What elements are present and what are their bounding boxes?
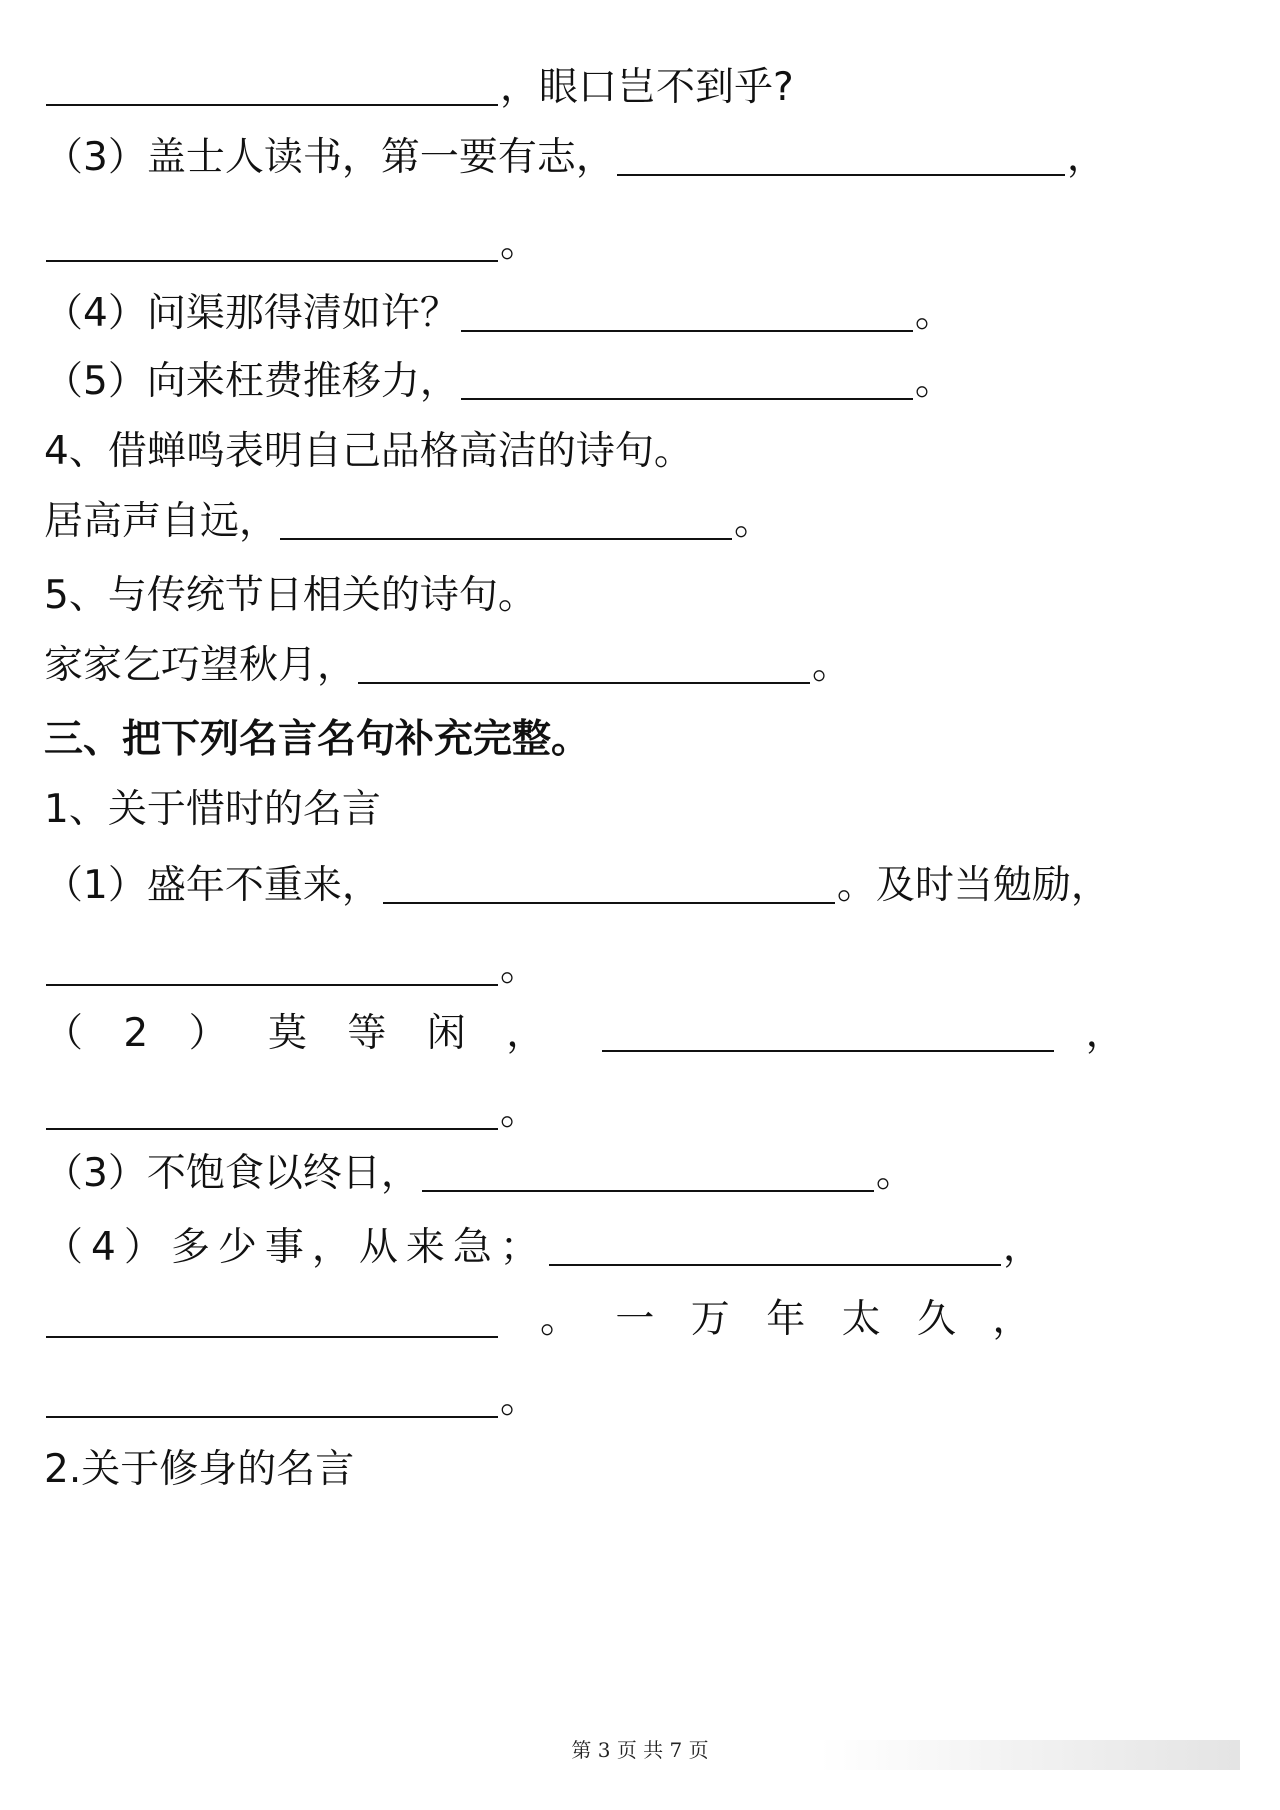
- answer-blank[interactable]: [602, 1050, 1054, 1052]
- section-5-heading: 5、与传统节日相关的诗句。: [44, 573, 537, 618]
- answer-blank[interactable]: [461, 398, 913, 400]
- answer-blank[interactable]: [46, 104, 498, 106]
- answer-blank[interactable]: [461, 330, 913, 332]
- line-8: （1）盛年不重来， 。及时当勉励，: [44, 863, 1110, 908]
- line-11: 。: [44, 1088, 539, 1136]
- section-4-heading: 4、借蝉鸣表明自己品格高洁的诗句。: [44, 429, 693, 474]
- answer-blank[interactable]: [422, 1190, 874, 1192]
- answer-blank[interactable]: [46, 1416, 498, 1418]
- page-footer: 第 3 页 共 7 页: [571, 1738, 709, 1762]
- line-4: （4）问渠那得清如许？ 。: [44, 291, 954, 336]
- line-15: 。: [44, 1376, 539, 1424]
- line-13: （4）多少事，从来急； ，: [44, 1225, 1042, 1270]
- line-6: 居高声自远， 。: [44, 499, 774, 544]
- line-9: 。: [44, 944, 539, 992]
- line-12: （3）不饱食以终日， 。: [44, 1151, 915, 1196]
- section-three-heading: 三、把下列名言名句补充完整。: [44, 717, 591, 762]
- answer-blank[interactable]: [46, 1336, 498, 1338]
- subsection-self-cultivation-heading: 2.关于修身的名言: [44, 1447, 355, 1492]
- subsection-time-heading: 1、关于惜时的名言: [44, 787, 381, 832]
- answer-blank[interactable]: [383, 902, 835, 904]
- line-5: （5）向来枉费推移力， 。: [44, 359, 954, 404]
- answer-blank[interactable]: [280, 538, 732, 540]
- answer-blank[interactable]: [549, 1264, 1001, 1266]
- line-3: 。: [44, 220, 539, 268]
- answer-blank[interactable]: [358, 682, 810, 684]
- line-14: 。 一 万 年 太 久 ，: [44, 1296, 1043, 1344]
- answer-blank[interactable]: [617, 174, 1065, 176]
- line-1: ，眼口岂不到乎?: [44, 64, 794, 112]
- line-7: 家家乞巧望秋月， 。: [44, 643, 852, 688]
- answer-blank[interactable]: [46, 1128, 498, 1130]
- line-10: （ 2 ） 莫 等 闲 ， ，: [44, 1011, 1125, 1056]
- answer-blank[interactable]: [46, 984, 498, 986]
- answer-blank[interactable]: [46, 260, 498, 262]
- line-2: （3）盖士人读书，第一要有志， ，: [44, 135, 1106, 180]
